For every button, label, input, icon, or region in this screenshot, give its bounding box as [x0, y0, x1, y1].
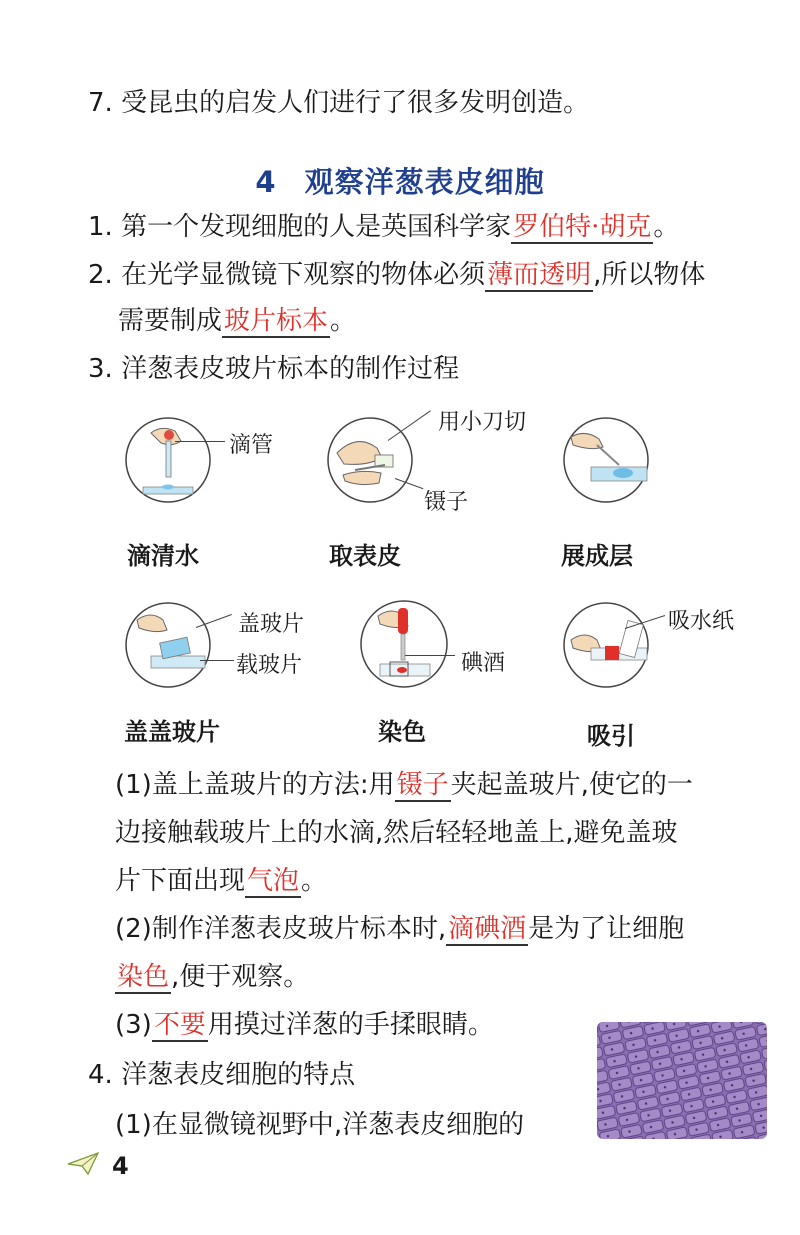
onion-cell-micrograph — [597, 1022, 767, 1139]
s1-answer-2: 气泡 — [247, 866, 300, 896]
q2-line2-text: 需要制成 — [118, 306, 223, 336]
q2-answer-1: 薄而透明 — [487, 260, 592, 290]
q1-text: 1. 第一个发现细胞的人是英国科学家 — [88, 212, 512, 242]
q1-answer: 罗伯特·胡克 — [513, 212, 652, 242]
section-title: 观察洋葱表皮细胞 — [304, 165, 545, 199]
staining-illustration — [358, 598, 450, 690]
q2-text: 2. 在光学显微镜下观察的物体必须 — [88, 260, 486, 290]
section-heading — [0, 160, 800, 201]
s3-prefix: (3) — [115, 1010, 152, 1040]
q2-line2-suffix: 。 — [330, 306, 357, 336]
iodine-leader-line — [405, 655, 455, 656]
peel-skin-illustration — [325, 415, 415, 505]
s2-answer-1: 滴碘酒 — [448, 914, 527, 944]
question-4-title: 4. 洋葱表皮细胞的特点 — [88, 1060, 356, 1090]
cover-slip-illustration — [123, 600, 213, 690]
question-2-line-2 — [118, 304, 356, 338]
step-caption-take-skin: 取表皮 — [329, 542, 401, 570]
absorb-illustration — [561, 600, 651, 690]
label-slide: 载玻片 — [236, 653, 303, 678]
dropper-illustration — [123, 415, 213, 505]
label-cover-slip: 盖玻片 — [238, 612, 305, 637]
step-caption-absorb: 吸引 — [587, 722, 635, 750]
question-2-line-1 — [88, 258, 705, 292]
s3-answer: 不要 — [153, 1010, 206, 1040]
section-number: 4 — [255, 165, 277, 199]
s3-suffix: 用摸过洋葱的手揉眼睛。 — [207, 1010, 494, 1040]
q1-suffix: 。 — [653, 212, 680, 242]
label-knife-cut: 用小刀切 — [438, 410, 527, 435]
step-caption-cover-slip: 盖盖玻片 — [124, 718, 220, 746]
paper-plane-icon — [66, 1150, 100, 1176]
s1-answer-1: 镊子 — [396, 770, 449, 800]
s1-line3-suffix: 。 — [301, 866, 328, 896]
spread-layer-illustration — [561, 415, 651, 505]
sub-2-line-1 — [115, 912, 684, 946]
page-number: 4 — [112, 1152, 129, 1180]
question-3-title: 3. 洋葱表皮玻片标本的制作过程 — [88, 354, 460, 384]
question-4-line-1: (1)在显微镜视野中,洋葱表皮细胞的 — [115, 1110, 525, 1140]
s1-text: (1)盖上盖玻片的方法:用 — [115, 770, 395, 800]
s1-middle: 夹起盖玻片,使它的一 — [450, 770, 693, 800]
slide-leader-line — [200, 660, 234, 661]
question-1 — [88, 210, 679, 244]
dropper-leader-line — [175, 441, 225, 442]
sub-1-line-1 — [115, 768, 693, 802]
s2-middle: 是为了让细胞 — [528, 914, 685, 944]
step-caption-add-water: 滴清水 — [127, 542, 199, 570]
s2-line2-suffix: ,便于观察。 — [171, 962, 310, 992]
q2-middle: ,所以物体 — [593, 260, 706, 290]
label-iodine: 碘酒 — [461, 651, 506, 676]
q2-answer-2: 玻片标本 — [224, 306, 329, 336]
step-caption-spread-layer: 展成层 — [561, 542, 633, 570]
s2-text: (2)制作洋葱表皮玻片标本时, — [115, 914, 447, 944]
s2-answer-2: 染色 — [117, 962, 170, 992]
sub-1-line-2: 边接触载玻片上的水滴,然后轻轻地盖上,避免盖玻 — [115, 818, 678, 848]
label-blotting-paper: 吸水纸 — [668, 609, 735, 634]
label-tweezers: 镊子 — [424, 490, 469, 515]
s1-line3-text: 片下面出现 — [115, 866, 246, 896]
label-dropper: 滴管 — [229, 433, 274, 458]
sub-1-line-3 — [115, 864, 327, 898]
sub-2-line-2 — [115, 960, 309, 994]
sub-3 — [115, 1008, 494, 1042]
step-caption-staining: 染色 — [378, 718, 426, 746]
item-7: 7. 受昆虫的启发人们进行了很多发明创造。 — [88, 88, 590, 118]
